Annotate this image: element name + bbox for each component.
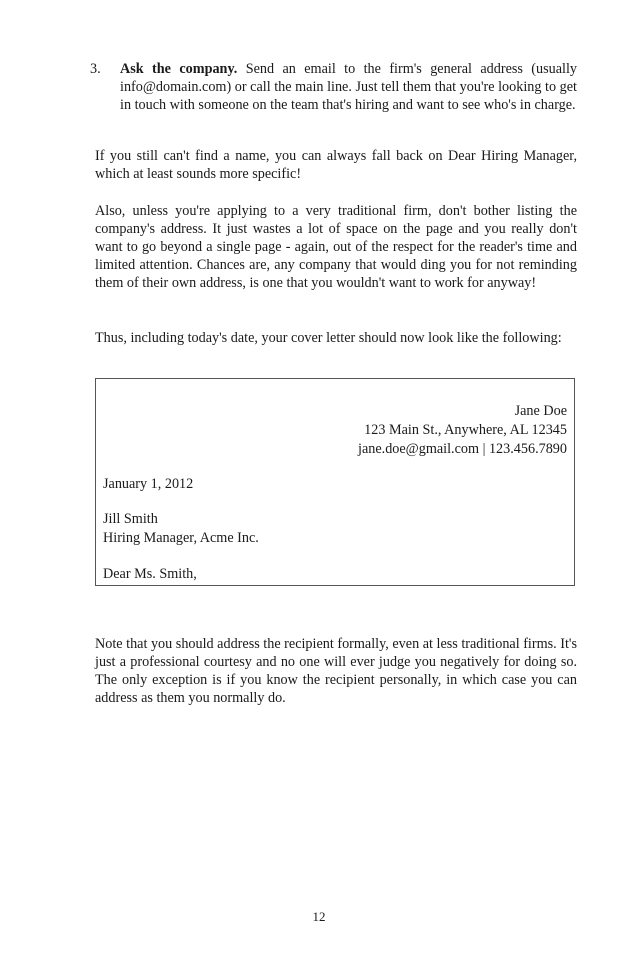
recipient-title: Hiring Manager, Acme Inc. [103,530,259,546]
sender-block [358,402,567,459]
recipient-block [103,510,259,548]
paragraph-date-intro: Thus, including today's date, your cover letter should now look like the following: [95,330,562,346]
paragraph-formal-address: Note that you should address the recipient formally, even at less traditional firms. It's just a professional courtesy and no one will ever judge you negatively for doing so. The only exception is if you know the recipient personally, in which case you can address as them you normally do. [95,636,577,706]
list-item-text: Send an email to the firm's general address (usually info@domain.com) or call the main line. Just tell them that you're looking to get in touch with someone on the team that's hiring and want to see who's in charge. [120,61,578,113]
sender-contact: jane.doe@gmail.com | 123.456.7890 [358,441,567,457]
date-text: January 1, 2012 [103,476,194,492]
sender-name: Jane Doe [514,403,567,419]
cover-letter-example [95,378,575,586]
recipient-name: Jill Smith [103,511,158,527]
salutation [103,565,197,584]
sender-address: 123 Main St., Anywhere, AL 12345 [364,422,567,438]
list-item-body [120,60,577,114]
page-number: 12 [312,909,326,924]
salutation-text: Dear Ms. Smith, [103,566,197,582]
paragraph-company-address: Also, unless you're applying to a very traditional firm, don't bother listing the company's address. It just wastes a lot of space on the page and you really don't want to go beyond a single page - again, out of the respect for the reader's time and limited attention. Chances are, any company that would ding you for not reminding them of their own address, is one that you wouldn't want to work for anyway! [95,203,577,291]
letter-date [103,475,193,494]
list-item-number: 3. [90,61,101,77]
list-item-heading: Ask the company. [120,61,238,77]
paragraph-fallback-name: If you still can't find a name, you can always fall back on Dear Hiring Manager, which at least sounds more specific! [95,148,577,182]
list-item [90,60,578,114]
